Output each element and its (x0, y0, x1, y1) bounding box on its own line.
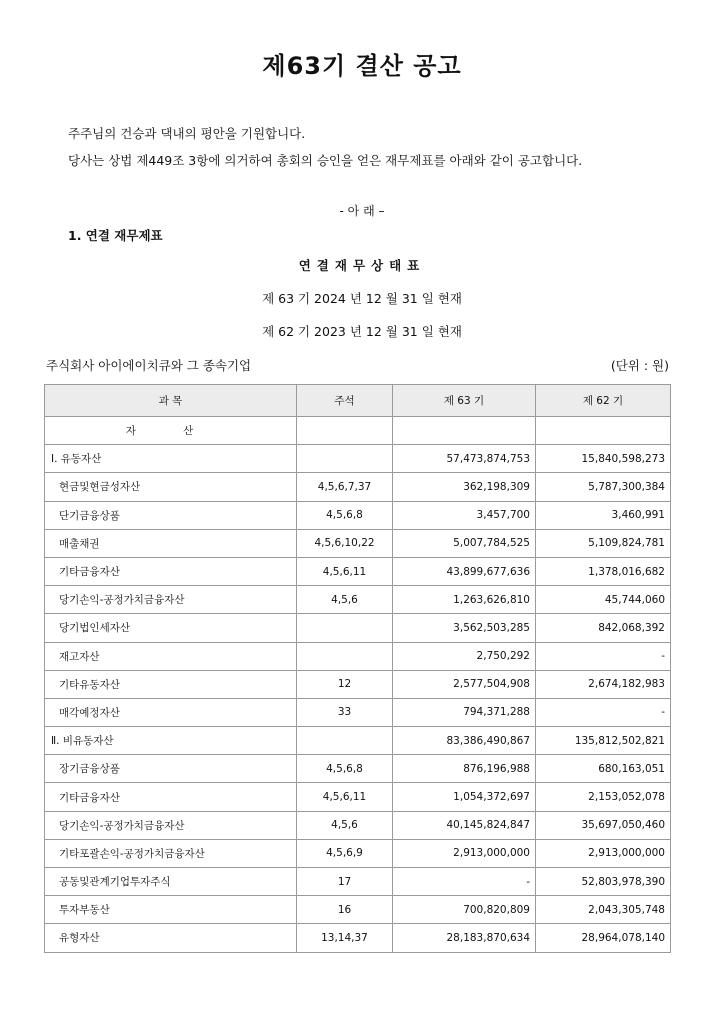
row-note (297, 417, 393, 445)
row-current-value: 3,457,700 (393, 501, 536, 529)
row-note (297, 614, 393, 642)
row-label: 당기법인세자산 (45, 614, 297, 642)
row-label: 재고자산 (45, 642, 297, 670)
table-row (45, 755, 671, 783)
row-current-value: 3,562,503,285 (393, 614, 536, 642)
row-previous-value: 2,674,182,983 (536, 670, 671, 698)
row-label: 기타유동자산 (45, 670, 297, 698)
row-previous-value: 52,803,978,390 (536, 868, 671, 896)
row-current-value: 83,386,490,867 (393, 727, 536, 755)
row-note (297, 445, 393, 473)
row-note (297, 642, 393, 670)
row-previous-value: 5,109,824,781 (536, 529, 671, 557)
row-note: 16 (297, 896, 393, 924)
table-row (45, 586, 671, 614)
row-note: 4,5,6 (297, 811, 393, 839)
row-label: 투자부동산 (45, 896, 297, 924)
row-note: 4,5,6,9 (297, 839, 393, 867)
table-row (45, 501, 671, 529)
row-label: 기타금융자산 (45, 557, 297, 585)
row-current-value: 2,577,504,908 (393, 670, 536, 698)
page-title: 제63기 결산 공고 (262, 52, 462, 80)
row-label: 자 산 (45, 417, 297, 445)
row-label: 매각예정자산 (45, 698, 297, 726)
table-row (45, 811, 671, 839)
row-note: 4,5,6,8 (297, 755, 393, 783)
row-previous-value: 842,068,392 (536, 614, 671, 642)
period-current: 제 63 기 2024 년 12 월 31 일 현재 (262, 291, 462, 306)
unit-label: (단위 : 원) (610, 358, 669, 373)
table-row (45, 727, 671, 755)
table-row (45, 839, 671, 867)
row-label: 장기금융상품 (45, 755, 297, 783)
row-label: 당기손익-공정가치금융자산 (45, 586, 297, 614)
row-note: 13,14,37 (297, 924, 393, 952)
table-row (45, 783, 671, 811)
row-note: 4,5,6 (297, 586, 393, 614)
table-row (45, 698, 671, 726)
row-previous-value: 28,964,078,140 (536, 924, 671, 952)
row-current-value (393, 417, 536, 445)
row-note: 17 (297, 868, 393, 896)
table-row (45, 557, 671, 585)
row-label: 단기금융상품 (45, 501, 297, 529)
header-current-period: 제 63 기 (393, 385, 536, 417)
row-previous-value: 45,744,060 (536, 586, 671, 614)
below-marker: - 아 래 – (339, 204, 385, 218)
section-heading: 1. 연결 재무제표 (68, 228, 163, 243)
row-previous-value: 2,153,052,078 (536, 783, 671, 811)
row-current-value: 700,820,809 (393, 896, 536, 924)
row-label: 당기손익-공정가치금융자산 (45, 811, 297, 839)
statement-title: 연결재무상태표 (298, 258, 426, 273)
row-label: Ⅰ. 유동자산 (45, 445, 297, 473)
greeting-text: 주주님의 건승과 댁내의 평안을 기원합니다. (68, 126, 306, 141)
table-row (45, 614, 671, 642)
row-current-value: 2,750,292 (393, 642, 536, 670)
row-current-value: 28,183,870,634 (393, 924, 536, 952)
row-current-value: 2,913,000,000 (393, 839, 536, 867)
row-current-value: 794,371,288 (393, 698, 536, 726)
header-previous-period: 제 62 기 (536, 385, 671, 417)
announcement-text: 당사는 상법 제449조 3항에 의거하여 총회의 승인을 얻은 재무제표를 아래와 같이 공고합니다. (68, 153, 583, 168)
row-label: 공동및관계기업투자주식 (45, 868, 297, 896)
table-row (45, 473, 671, 501)
row-note: 33 (297, 698, 393, 726)
period-previous: 제 62 기 2023 년 12 월 31 일 현재 (262, 324, 462, 339)
row-current-value: 40,145,824,847 (393, 811, 536, 839)
row-label: Ⅱ. 비유동자산 (45, 727, 297, 755)
header-note: 주석 (297, 385, 393, 417)
row-previous-value: 680,163,051 (536, 755, 671, 783)
row-previous-value: 135,812,502,821 (536, 727, 671, 755)
row-previous-value (536, 417, 671, 445)
table-row (45, 924, 671, 952)
table-row (45, 529, 671, 557)
row-current-value: 1,054,372,697 (393, 783, 536, 811)
row-current-value: 57,473,874,753 (393, 445, 536, 473)
row-previous-value: 35,697,050,460 (536, 811, 671, 839)
company-name: 주식회사 아이에이치큐와 그 종속기업 (46, 358, 252, 373)
row-note: 12 (297, 670, 393, 698)
row-previous-value: 3,460,991 (536, 501, 671, 529)
table-body (45, 417, 671, 953)
table-row (45, 445, 671, 473)
row-previous-value: 1,378,016,682 (536, 557, 671, 585)
row-note: 4,5,6,11 (297, 557, 393, 585)
row-current-value: - (393, 868, 536, 896)
row-previous-value: - (536, 698, 671, 726)
table-row (45, 896, 671, 924)
row-current-value: 876,196,988 (393, 755, 536, 783)
row-note: 4,5,6,10,22 (297, 529, 393, 557)
row-previous-value: 5,787,300,384 (536, 473, 671, 501)
row-note (297, 727, 393, 755)
table-row (45, 868, 671, 896)
row-previous-value: 2,913,000,000 (536, 839, 671, 867)
table-row (45, 670, 671, 698)
header-account: 과 목 (45, 385, 297, 417)
row-current-value: 362,198,309 (393, 473, 536, 501)
row-current-value: 43,899,677,636 (393, 557, 536, 585)
table-row (45, 417, 671, 445)
row-note: 4,5,6,11 (297, 783, 393, 811)
row-note: 4,5,6,7,37 (297, 473, 393, 501)
row-previous-value: 2,043,305,748 (536, 896, 671, 924)
row-label: 매출채권 (45, 529, 297, 557)
row-label: 현금및현금성자산 (45, 473, 297, 501)
row-previous-value: 15,840,598,273 (536, 445, 671, 473)
table-header-row (45, 385, 671, 417)
row-current-value: 1,263,626,810 (393, 586, 536, 614)
row-current-value: 5,007,784,525 (393, 529, 536, 557)
table-row (45, 642, 671, 670)
row-previous-value: - (536, 642, 671, 670)
financial-position-table (44, 384, 671, 953)
row-label: 유형자산 (45, 924, 297, 952)
row-note: 4,5,6,8 (297, 501, 393, 529)
row-label: 기타금융자산 (45, 783, 297, 811)
row-label: 기타포괄손익-공정가치금융자산 (45, 839, 297, 867)
